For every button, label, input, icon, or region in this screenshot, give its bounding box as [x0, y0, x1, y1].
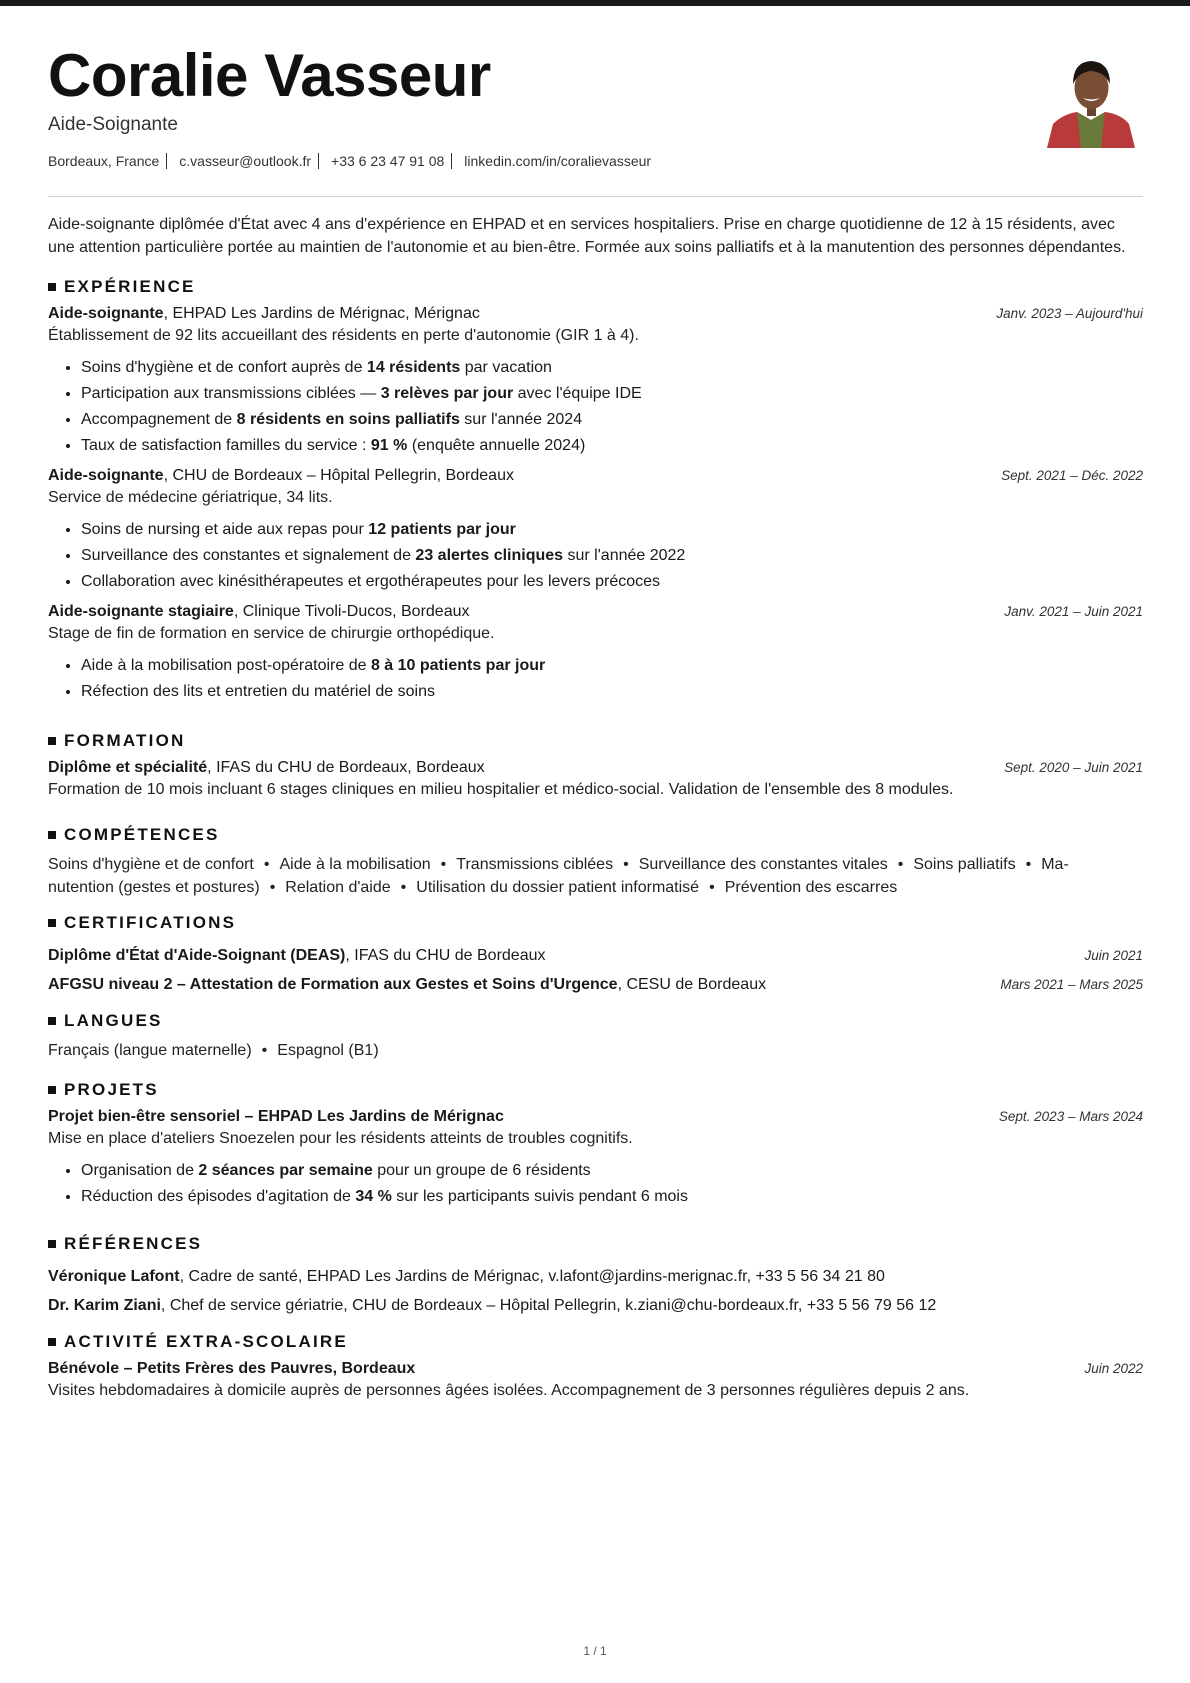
- contact-separator: [166, 153, 167, 169]
- section-title-text: RÉFÉRENCES: [64, 1234, 203, 1253]
- reference-details: , Chef de service gériatrie, CHU de Bordeaux – Hôpital Pellegrin, k.ziani@chu-bordeaux.fr, +33 5 56 79 56 12: [160, 1297, 937, 1314]
- bullet-item: • Aide à la mobilisation post-opératoire de 8 à 10 patients par jour: [81, 653, 1143, 679]
- section-square-icon: [48, 919, 56, 927]
- certification-org: , IFAS du CHU de Bordeaux: [345, 947, 546, 964]
- project-name: Projet bien-être sensoriel – EHPAD Les Jardins de Mérignac: [48, 1108, 504, 1125]
- languages-section: [48, 1011, 1143, 1062]
- bullet-item: • Surveillance des constantes et signalement de 23 alertes cliniques sur l'année 2022: [81, 543, 1143, 569]
- profile-photo: [1043, 54, 1139, 148]
- section-square-icon: [48, 1017, 56, 1025]
- entry-title: [48, 305, 480, 323]
- skill-item: Relation d'aide: [285, 879, 391, 896]
- bullet-item: • Taux de satisfaction familles du service : 91 % (enquête annuelle 2024): [81, 433, 1143, 459]
- formation-entry: [48, 759, 1143, 801]
- entry-title: [48, 941, 546, 970]
- page-number: 1 / 1: [583, 1644, 607, 1658]
- bullet-list: [48, 355, 1143, 459]
- experience-section: [48, 277, 1143, 705]
- section-square-icon: [48, 283, 56, 291]
- entry-title: [48, 759, 485, 777]
- entry-description: Visites hebdomadaires à domicile auprès de personnes âgées isolées. Accompagnement de 3 personnes régulières depuis 2 ans.: [48, 1382, 970, 1399]
- resume-page: [48, 40, 1143, 1402]
- section-square-icon: [48, 831, 56, 839]
- experience-entry: [48, 467, 1143, 595]
- entry-header: [48, 970, 1143, 999]
- certifications-section: [48, 913, 1143, 999]
- candidate-name: Coralie Vasseur: [48, 42, 491, 109]
- section-title-text: EXPÉRIENCE: [64, 277, 196, 296]
- contact-email[interactable]: c.vasseur@outlook.fr: [179, 153, 312, 169]
- skills-section: [48, 825, 1143, 899]
- entry-description: Formation de 10 mois incluant 6 stages cliniques en milieu hospitalier et médico-social. Validation de l'ensemble des 8 modules.: [48, 781, 954, 798]
- project-entry: [48, 1108, 1143, 1210]
- section-square-icon: [48, 1240, 56, 1248]
- skill-item: Aide à la mobilisation: [279, 856, 431, 873]
- contact-linkedin[interactable]: linkedin.com/in/coralievasseur: [464, 153, 652, 169]
- entry-header: [48, 603, 1143, 621]
- section-title-certifications: [48, 913, 1143, 933]
- section-title-languages: [48, 1011, 1143, 1031]
- job-org: , EHPAD Les Jardins de Mérignac, Mérignac: [163, 305, 480, 322]
- degree-name: Diplôme et spécialité: [48, 759, 208, 776]
- section-title-extracurricular: [48, 1332, 1143, 1352]
- skills-list: [48, 853, 1143, 899]
- bullet-item: • Participation aux transmissions ciblées — 3 relèves par jour avec l'équipe IDE: [81, 381, 1143, 407]
- skill-item: Soins palliatifs: [913, 856, 1016, 873]
- reference-name: Véronique Lafont: [48, 1268, 180, 1285]
- section-title-references: [48, 1234, 1143, 1254]
- certification-name: Diplôme d'État d'Aide-Soignant (DEAS): [48, 947, 346, 964]
- skill-item: Ma-: [1041, 856, 1069, 873]
- section-title-text: ACTIVITÉ EXTRA-SCOLAIRE: [64, 1332, 348, 1351]
- entry-header: [48, 305, 1143, 323]
- skill-item: nutention (gestes et postures): [48, 879, 260, 896]
- bullet-list: [48, 653, 1143, 705]
- entry-date: Sept. 2023 – Mars 2024: [998, 1109, 1143, 1124]
- entry-date: Sept. 2021 – Déc. 2022: [1001, 468, 1143, 483]
- bullet-list: [48, 1158, 1143, 1210]
- references-section: [48, 1234, 1143, 1320]
- entry-header: [48, 1108, 1143, 1126]
- section-title-text: CERTIFICATIONS: [64, 913, 237, 932]
- languages-list: Français (langue maternelle) • Espagnol (B1): [48, 1042, 379, 1059]
- section-title-projects: [48, 1080, 1143, 1100]
- skill-item: Utilisation du dossier patient informatisé: [416, 879, 700, 896]
- bullet-item: • Organisation de 2 séances par semaine pour un groupe de 6 résidents: [81, 1158, 1143, 1184]
- contact-separator: [451, 153, 452, 169]
- summary-paragraph: Aide-soignante diplômée d'État avec 4 ans d'expérience en EHPAD et en services hospitaliers. Prise en charge quotidienne de 12 à 15 résidents, avec une attention particulière portée au maintien de l'autonomie et au bien-être. Formée aux soins palliatifs et à la manutention des personnes dépendantes.: [48, 216, 1126, 256]
- contact-location: Bordeaux, France: [48, 153, 160, 169]
- resume-header: [48, 40, 1143, 188]
- bullet-item: • Soins d'hygiène et de confort auprès de 14 résidents par vacation: [81, 355, 1143, 381]
- experience-entry: [48, 305, 1143, 459]
- job-org: , CHU de Bordeaux – Hôpital Pellegrin, Bordeaux: [163, 467, 514, 484]
- school-name: , IFAS du CHU de Bordeaux, Bordeaux: [207, 759, 485, 776]
- reference-item: [48, 1291, 1143, 1320]
- experience-entry: [48, 603, 1143, 705]
- section-title-skills: [48, 825, 1143, 845]
- skill-item: Soins d'hygiène et de confort: [48, 856, 254, 873]
- skills-line: Soins d'hygiène et de confort • Aide à la mobilisation • Transmissions ciblées • Surveillance des constantes vitales • Soins palliatifs • Ma-: [48, 856, 1069, 873]
- bullet-list: [48, 517, 1143, 595]
- contact-phone[interactable]: +33 6 23 47 91 08: [331, 153, 445, 169]
- job-role: Aide-soignante: [48, 467, 164, 484]
- bullet-item: • Accompagnement de 8 résidents en soins palliatifs sur l'année 2024: [81, 407, 1143, 433]
- bullet-item: • Collaboration avec kinésithérapeutes et ergothérapeutes pour les levers précoces: [81, 569, 1143, 595]
- entry-title: [48, 603, 470, 621]
- candidate-role: Aide-Soignante: [48, 114, 178, 135]
- formation-section: [48, 731, 1143, 801]
- entry-description: Stage de fin de formation en service de chirurgie orthopédique.: [48, 625, 495, 642]
- entry-date: Sept. 2020 – Juin 2021: [1004, 760, 1143, 775]
- extracurricular-entry: [48, 1360, 1143, 1402]
- reference-item: [48, 1262, 1143, 1291]
- skill-item: Surveillance des constantes vitales: [638, 856, 888, 873]
- entry-header: [48, 941, 1143, 970]
- reference-details: , Cadre de santé, EHPAD Les Jardins de Mérignac, v.lafont@jardins-merignac.fr, +33 5 56 34 21 80: [179, 1268, 885, 1285]
- job-role: Aide-soignante stagiaire: [48, 603, 234, 620]
- section-square-icon: [48, 1086, 56, 1094]
- section-title-formation: [48, 731, 1143, 751]
- references-list: [48, 1262, 1143, 1320]
- contact-line: [48, 153, 1143, 169]
- section-title-text: LANGUES: [64, 1011, 163, 1030]
- language-item: Français (langue maternelle): [48, 1042, 252, 1059]
- certification-name: AFGSU niveau 2 – Attestation de Formation aux Gestes et Soins d'Urgence: [48, 976, 618, 993]
- entry-description: Établissement de 92 lits accueillant des résidents en perte d'autonomie (GIR 1 à 4).: [48, 327, 639, 344]
- projects-section: [48, 1080, 1143, 1210]
- section-square-icon: [48, 737, 56, 745]
- section-title-text: PROJETS: [64, 1080, 159, 1099]
- skill-item: Transmissions ciblées: [456, 856, 614, 873]
- activity-name: Bénévole – Petits Frères des Pauvres, Bordeaux: [48, 1360, 416, 1377]
- bullet-item: • Soins de nursing et aide aux repas pour 12 patients par jour: [81, 517, 1143, 543]
- section-square-icon: [48, 1338, 56, 1346]
- section-title-text: COMPÉTENCES: [64, 825, 220, 844]
- bullet-item: • Réfection des lits et entretien du matériel de soins: [81, 679, 1143, 705]
- contact-separator: [318, 153, 319, 169]
- entry-header: [48, 759, 1143, 777]
- top-bar: [0, 0, 1190, 6]
- job-org: , Clinique Tivoli-Ducos, Bordeaux: [233, 603, 470, 620]
- entry-title: [48, 467, 514, 485]
- certification-org: , CESU de Bordeaux: [617, 976, 767, 993]
- entry-title: [48, 970, 766, 999]
- entry-date: Mars 2021 – Mars 2025: [1000, 977, 1143, 992]
- header-divider: [48, 196, 1143, 197]
- entry-date: Janv. 2023 – Aujourd'hui: [996, 306, 1143, 321]
- reference-name: Dr. Karim Ziani: [48, 1297, 161, 1314]
- entry-header: [48, 467, 1143, 485]
- entry-date: Juin 2021: [1084, 948, 1143, 963]
- entry-header: [48, 1360, 1143, 1378]
- section-title-text: FORMATION: [64, 731, 186, 750]
- job-role: Aide-soignante: [48, 305, 164, 322]
- certification-entry: [48, 941, 1143, 999]
- entry-description: Mise en place d'ateliers Snoezelen pour les résidents atteints de troubles cognitifs.: [48, 1130, 633, 1147]
- language-item: Espagnol (B1): [277, 1042, 379, 1059]
- skills-line: nutention (gestes et postures) • Relation d'aide • Utilisation du dossier patient informatisé • Prévention des escarres: [48, 879, 898, 896]
- skill-item: Prévention des escarres: [724, 879, 898, 896]
- entry-date: Juin 2022: [1084, 1361, 1143, 1376]
- entry-description: Service de médecine gériatrique, 34 lits.: [48, 489, 333, 506]
- section-title-experience: [48, 277, 1143, 297]
- extracurricular-section: [48, 1332, 1143, 1402]
- entry-date: Janv. 2021 – Juin 2021: [1004, 604, 1143, 619]
- bullet-item: • Réduction des épisodes d'agitation de 34 % sur les participants suivis pendant 6 mois: [81, 1184, 1143, 1210]
